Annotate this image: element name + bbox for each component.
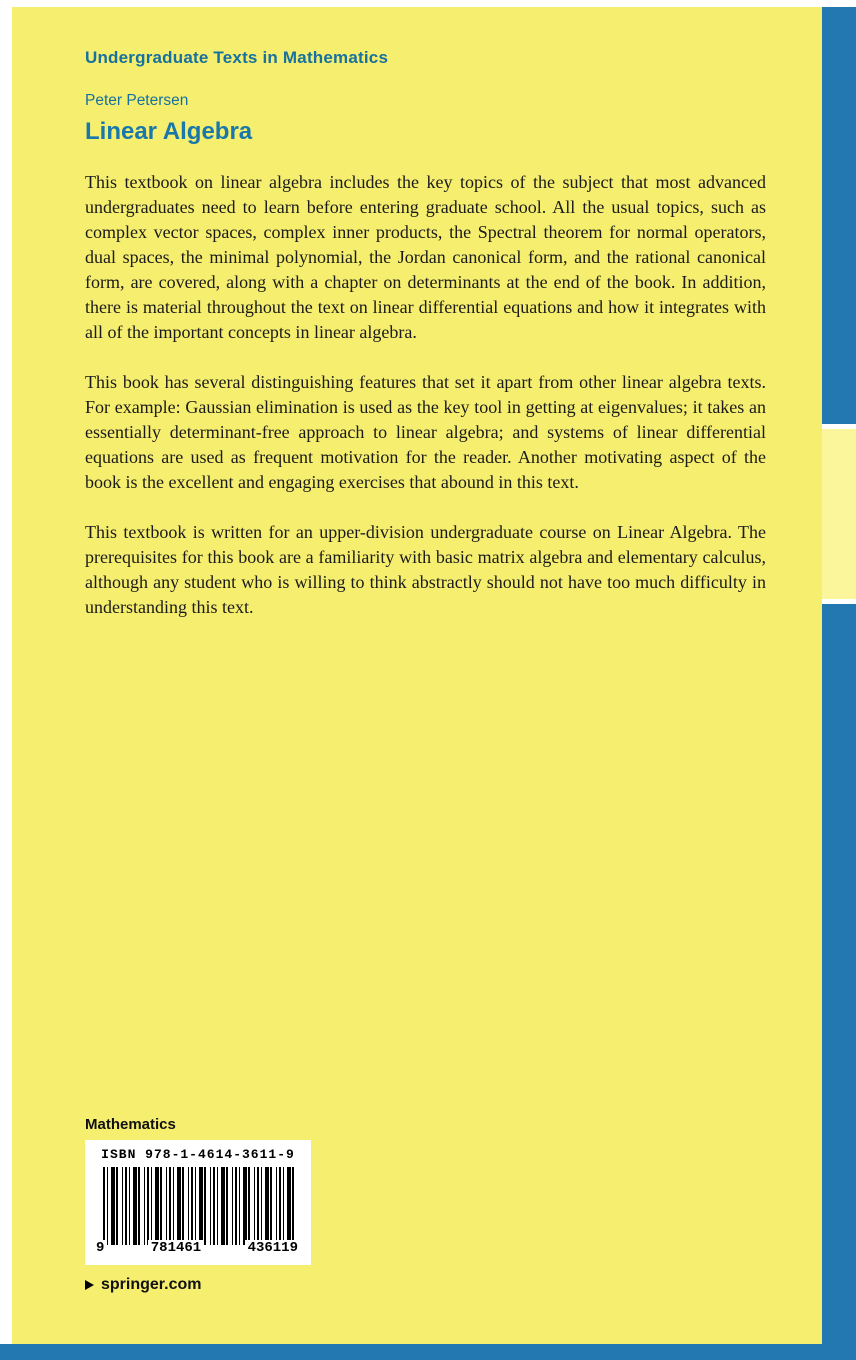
series-title: Undergraduate Texts in Mathematics	[85, 48, 389, 67]
barcode-bars	[103, 1167, 297, 1245]
bottom-blue-band	[0, 1344, 856, 1360]
blurb-paragraph-3: This textbook is written for an upper-division undergraduate course on Linear Algebra. The prerequisites for this book are a familiarity with basic matrix algebra and elementary calculus, although any student who is willing to think abstractly should not have too much difficulty in understanding this text.	[85, 522, 766, 617]
barcode-digit-first: 9	[93, 1240, 107, 1256]
barcode-digit-group-2: 436119	[245, 1240, 301, 1256]
barcode-digit-group-1: 781461	[148, 1240, 204, 1256]
spine-stripe-bottom	[822, 604, 856, 1344]
barcode-block	[85, 1140, 311, 1265]
back-cover-blurb	[85, 170, 766, 645]
blurb-paragraph-2: This book has several distinguishing features that set it apart from other linear algebra texts. For example: Gaussian elimination is used as the key tool in getting at eigenvalues; it takes an essentially determinant-free approach to linear algebra; and systems of linear differential equations are used as frequent motivation for the reader. Another motivating aspect of the book is the excellent and engaging exercises that abound in this text.	[85, 372, 766, 492]
category-label: Mathematics	[85, 1116, 176, 1133]
book-title: Linear Algebra	[85, 118, 253, 145]
barcode-digits	[93, 1240, 301, 1256]
author-name: Peter Petersen	[85, 92, 189, 109]
isbn-label: ISBN 978-1-4614-3611-9	[101, 1147, 295, 1162]
spine-stripe-gap	[822, 424, 856, 604]
springer-arrow-icon	[85, 1280, 94, 1290]
publisher-line	[85, 1276, 201, 1294]
blurb-paragraph-1: This textbook on linear algebra includes the key topics of the subject that most advanced undergraduates need to learn before entering graduate school. All the usual topics, such as complex vector spaces, complex inner products, the Spectral theorem for normal operators, dual spaces, the minimal polynomial, the Jordan canonical form, and the rational canonical form, are covered, along with a chapter on determinants at the end of the book. In addition, there is material throughout the text on linear differential equations and how it integrates with all of the important concepts in linear algebra.	[85, 172, 766, 342]
spine-stripe-top	[822, 7, 856, 424]
publisher-label: springer.com	[101, 1276, 202, 1293]
